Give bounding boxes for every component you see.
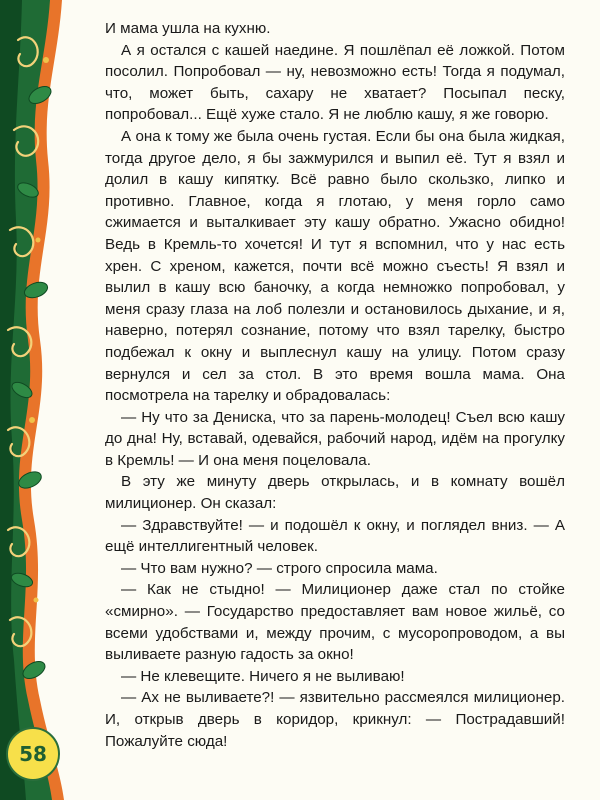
paragraph: — Здравствуйте! — и подошёл к окну, и поглядел вниз. — А ещё интеллигентный человек. <box>105 516 565 556</box>
paragraph: — Как не стыдно! — Милиционер даже стал по стойке «смирно». — Государство предоставляет вам новое жильё, со всеми удобствами и, между прочим, с мусоропроводом, а вы выливаете разную гадость за окно! <box>105 581 565 664</box>
floral-border-ornament <box>0 0 110 800</box>
story-text <box>105 18 565 752</box>
paragraph: — Ах не выливаете?! — язвительно рассмеялся милиционер. И, открыв дверь в коридор, крикнул: — Пострадавший! Пожалуйте сюда! <box>105 689 565 750</box>
page-number: 58 <box>6 727 60 781</box>
paragraph: В эту же минуту дверь открылась, и в комнату вошёл милиционер. Он сказал: <box>105 473 565 513</box>
paragraph: — Ну что за Дениска, что за парень-молодец! Съел всю кашу до дна! Ну, вставай, одевайся, рабочий народ, идём на прогулку в Кремль! — И она меня поцеловала. <box>105 408 565 469</box>
paragraph: И мама ушла на кухню. <box>105 20 271 37</box>
paragraph: — Что вам нужно? — строго спросила мама. <box>121 559 438 577</box>
paragraph: А я остался с кашей наедине. Я пошлёпал её ложкой. Потом посолил. Попробовал — ну, невозможно есть! Тогда я подумал, что, может быть, сахару не хватает? Посыпал песку, попробовал... Ещё хуже стало. Я не люблю кашу, я же говорю. <box>105 41 565 124</box>
paragraph: — Не клевещите. Ничего я не выливаю! <box>121 667 405 685</box>
paragraph: А она к тому же была очень густая. Если бы она была жидкая, тогда другое дело, я бы зажмурился и выпил её. Тут я взял и долил в кашу кипятку. Всё равно было скользко, липко и противно. Главное, когда я глотаю, у меня горло само сжимается и выталкивает эту кашу обратно. Ужасно обидно! Ведь в Кремль-то хочется! И тут я вспомнил, что у нас есть хрен. С хреном, кажется, почти всё можно съесть! Я взял и вылил в кашу всю баночку, а когда немножко попробовал, у меня сразу глаза на лоб полезли и остановилось дыхание, и я, наверно, потерял сознание, потому что взял тарелку, быстро подбежал к окну и выплеснул кашу на улицу. Потом сразу вернулся и сел за стол. В это время вошла мама. Она посмотрела на тарелку и обрадовалась: <box>105 127 565 405</box>
